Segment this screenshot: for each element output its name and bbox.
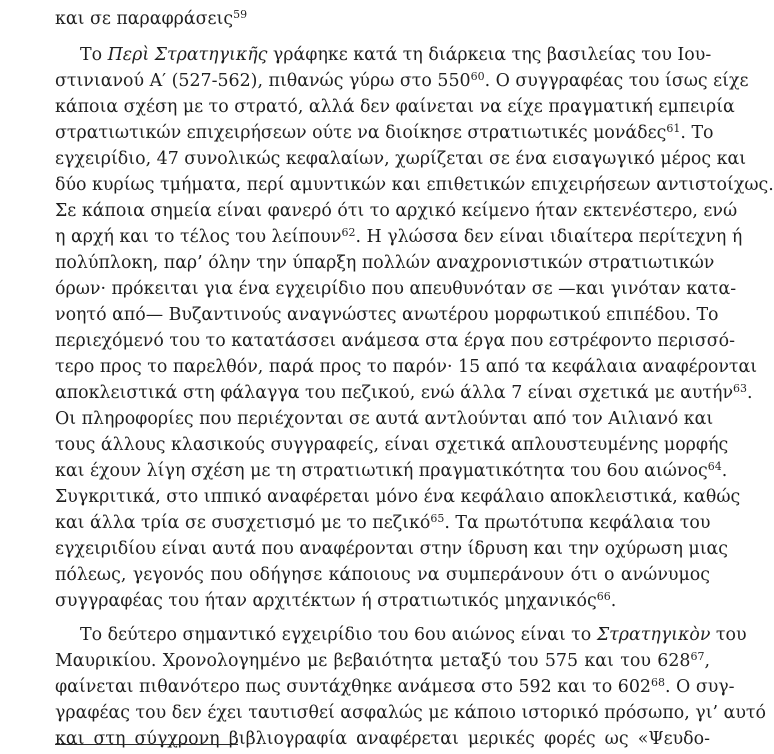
text-run: και στη σύγχρονη βιβλιογραφία αναφέρεται μερικές φορές ως «Ψευδο- xyxy=(55,729,710,749)
text-line xyxy=(55,536,729,562)
text-line xyxy=(55,42,710,68)
text-line xyxy=(55,146,747,172)
text-run: φαίνεται πιθανότερο πως συντάχθηκε ανάμεσα στο 592 και το 602 xyxy=(55,677,651,697)
text-line xyxy=(55,224,743,250)
text-run: δύο κυρίως τμήματα, περί αμυντικών και επιθετικών επιχειρήσεων αντιστοίχως. xyxy=(55,175,774,195)
text-run: . xyxy=(610,591,617,611)
text-run: . Η γλώσσα δεν είναι ιδιαίτερα περίτεχνη ή xyxy=(355,227,743,247)
text-run: συγγραφέας του ήταν αρχιτέκτων ή στρατιωτικός μηχανικός xyxy=(55,591,597,611)
text-run: τους άλλους κλασικούς συγγραφείς, είναι σχετικά απλουστευμένης μορφής xyxy=(55,435,729,455)
text-line xyxy=(55,432,729,458)
text-run: Οι πληροφορίες που περιέχονται σε αυτά αντλούνται από τον Αιλιανό και xyxy=(55,409,714,429)
footnote-ref: 61 xyxy=(666,122,681,135)
text-run: Το xyxy=(80,45,108,65)
text-line xyxy=(55,700,766,726)
footnote-ref: 66 xyxy=(596,590,611,603)
text-line xyxy=(55,94,735,120)
text-line xyxy=(55,68,749,94)
text-run: στρατιωτικών επιχειρήσεων ούτε να διοίκησε στρατιωτικές μονάδες xyxy=(55,123,667,143)
text-line xyxy=(55,276,737,302)
text-line xyxy=(55,406,714,432)
footnote-ref: 62 xyxy=(341,226,356,239)
text-line xyxy=(55,120,714,146)
text-line xyxy=(55,172,774,198)
text-line xyxy=(55,622,747,648)
text-line xyxy=(55,380,753,406)
text-run: και άλλα τρία σε συσχετισμό με το πεζικό xyxy=(55,513,431,533)
text-run: νοητό από— Βυζαντινούς αναγνώστες ανωτέρου μορφωτικού επιπέδου. Το xyxy=(55,305,719,325)
text-run: . xyxy=(721,461,728,481)
text-run: η αρχή και το τέλος του λείπουν xyxy=(55,227,342,247)
text-line xyxy=(55,6,710,32)
text-run: όρων· πρόκειται για ένα εγχειρίδιο που απευθυνόταν σε —και γινόταν κατα- xyxy=(55,279,737,299)
text-run: . Ο συγ- xyxy=(664,677,735,697)
text-run: πόλεως, γεγονός που οδήγησε κάποιους να συμπεράνουν ότι ο ανώνυμος xyxy=(55,565,710,585)
text-run: τερο προς το παρελθόν, παρά προς το παρόν· 15 από τα κεφάλαια αναφέρονται xyxy=(55,357,758,377)
text-line xyxy=(55,458,728,484)
text-line xyxy=(55,354,758,380)
footnote-ref: 59 xyxy=(233,8,248,21)
text-run: αποκλειστικά στη φάλαγγα του πεζικού, ενώ άλλα 7 είναι σχετικά με αυτήν xyxy=(55,383,734,403)
text-line xyxy=(55,328,735,354)
text-run: και σε παραφράσεις xyxy=(55,9,234,29)
text-run: κάποια σχέση με το στρατό, αλλά δεν φαίνεται να είχε πραγματική εμπειρία xyxy=(55,97,735,117)
text-run: εγχειριδίου είναι αυτά που αναφέρονται στην ίδρυση και την οχύρωση μιας xyxy=(55,539,729,559)
text-line xyxy=(55,588,710,614)
text-run: , xyxy=(704,651,710,671)
text-run: . Τα πρωτότυπα κεφάλαια του xyxy=(444,513,711,533)
text-line xyxy=(55,562,710,588)
text-run: . Το xyxy=(680,123,714,143)
footnote-ref: 60 xyxy=(470,70,485,83)
text-run: στινιανού Α′ (527-562), πιθανώς γύρω στο 550 xyxy=(55,71,471,91)
text-run: Σε κάποια σημεία είναι φανερό ότι το αρχικό κείμενο ήταν εκτενέστερο, ενώ xyxy=(55,201,738,221)
text-line xyxy=(55,648,710,674)
text-run: εγχειρίδιο, 47 συνολικώς κεφαλαίων, χωρίζεται σε ένα εισαγωγικό μέρος και xyxy=(55,149,747,169)
footnote-ref: 67 xyxy=(690,650,705,663)
text-line xyxy=(55,726,710,752)
text-line xyxy=(55,484,741,510)
text-run: Το δεύτερο σημαντικό εγχειρίδιο του 6ου αιώνος είναι το xyxy=(80,625,597,645)
text-line xyxy=(55,198,738,224)
text-run: Μαυρικίου. Χρονολογημένο με βεβαιότητα μεταξύ του 575 και του 628 xyxy=(55,651,691,671)
text-run: Συγκριτικά, στο ιππικό αναφέρεται μόνο ένα κεφάλαιο αποκλειστικά, καθώς xyxy=(55,487,741,507)
text-run: περιεχόμενό του το κατατάσσει ανάμεσα στα έργα που εστρέφοντο περισσό- xyxy=(55,331,735,351)
text-line xyxy=(55,302,719,328)
italic-title: Στρατηγικὸν xyxy=(596,625,711,645)
footnote-ref: 63 xyxy=(733,382,748,395)
text-run: . xyxy=(747,383,753,403)
footnote-ref: 65 xyxy=(430,512,445,525)
text-run: του xyxy=(710,625,747,645)
footnote-ref: 64 xyxy=(707,460,722,473)
text-run: γραφέας του δεν έχει ταυτισθεί ασφαλώς με κάποιο ιστορικό πρόσωπο, γι’ αυτό xyxy=(55,703,766,723)
text-line xyxy=(55,250,715,276)
text-run: γράφηκε κατά τη διάρκεια της βασιλείας του Ιου- xyxy=(267,45,712,65)
text-run: πολύπλοκη, παρ’ όλην την ύπαρξη πολλών αναχρονιστικών στρατιωτικών xyxy=(55,253,715,273)
footnote-ref: 68 xyxy=(650,676,665,689)
text-line xyxy=(55,674,735,700)
text-run: . Ο συγγραφέας του ίσως είχε xyxy=(484,71,749,91)
italic-title: Περὶ Στρατηγικῆς xyxy=(107,45,268,65)
footnote-separator-rule xyxy=(55,744,238,745)
text-run: και έχουν λίγη σχέση με τη στρατιωτική πραγματικότητα του 6ου αιώνος xyxy=(55,461,708,481)
text-line xyxy=(55,510,710,536)
